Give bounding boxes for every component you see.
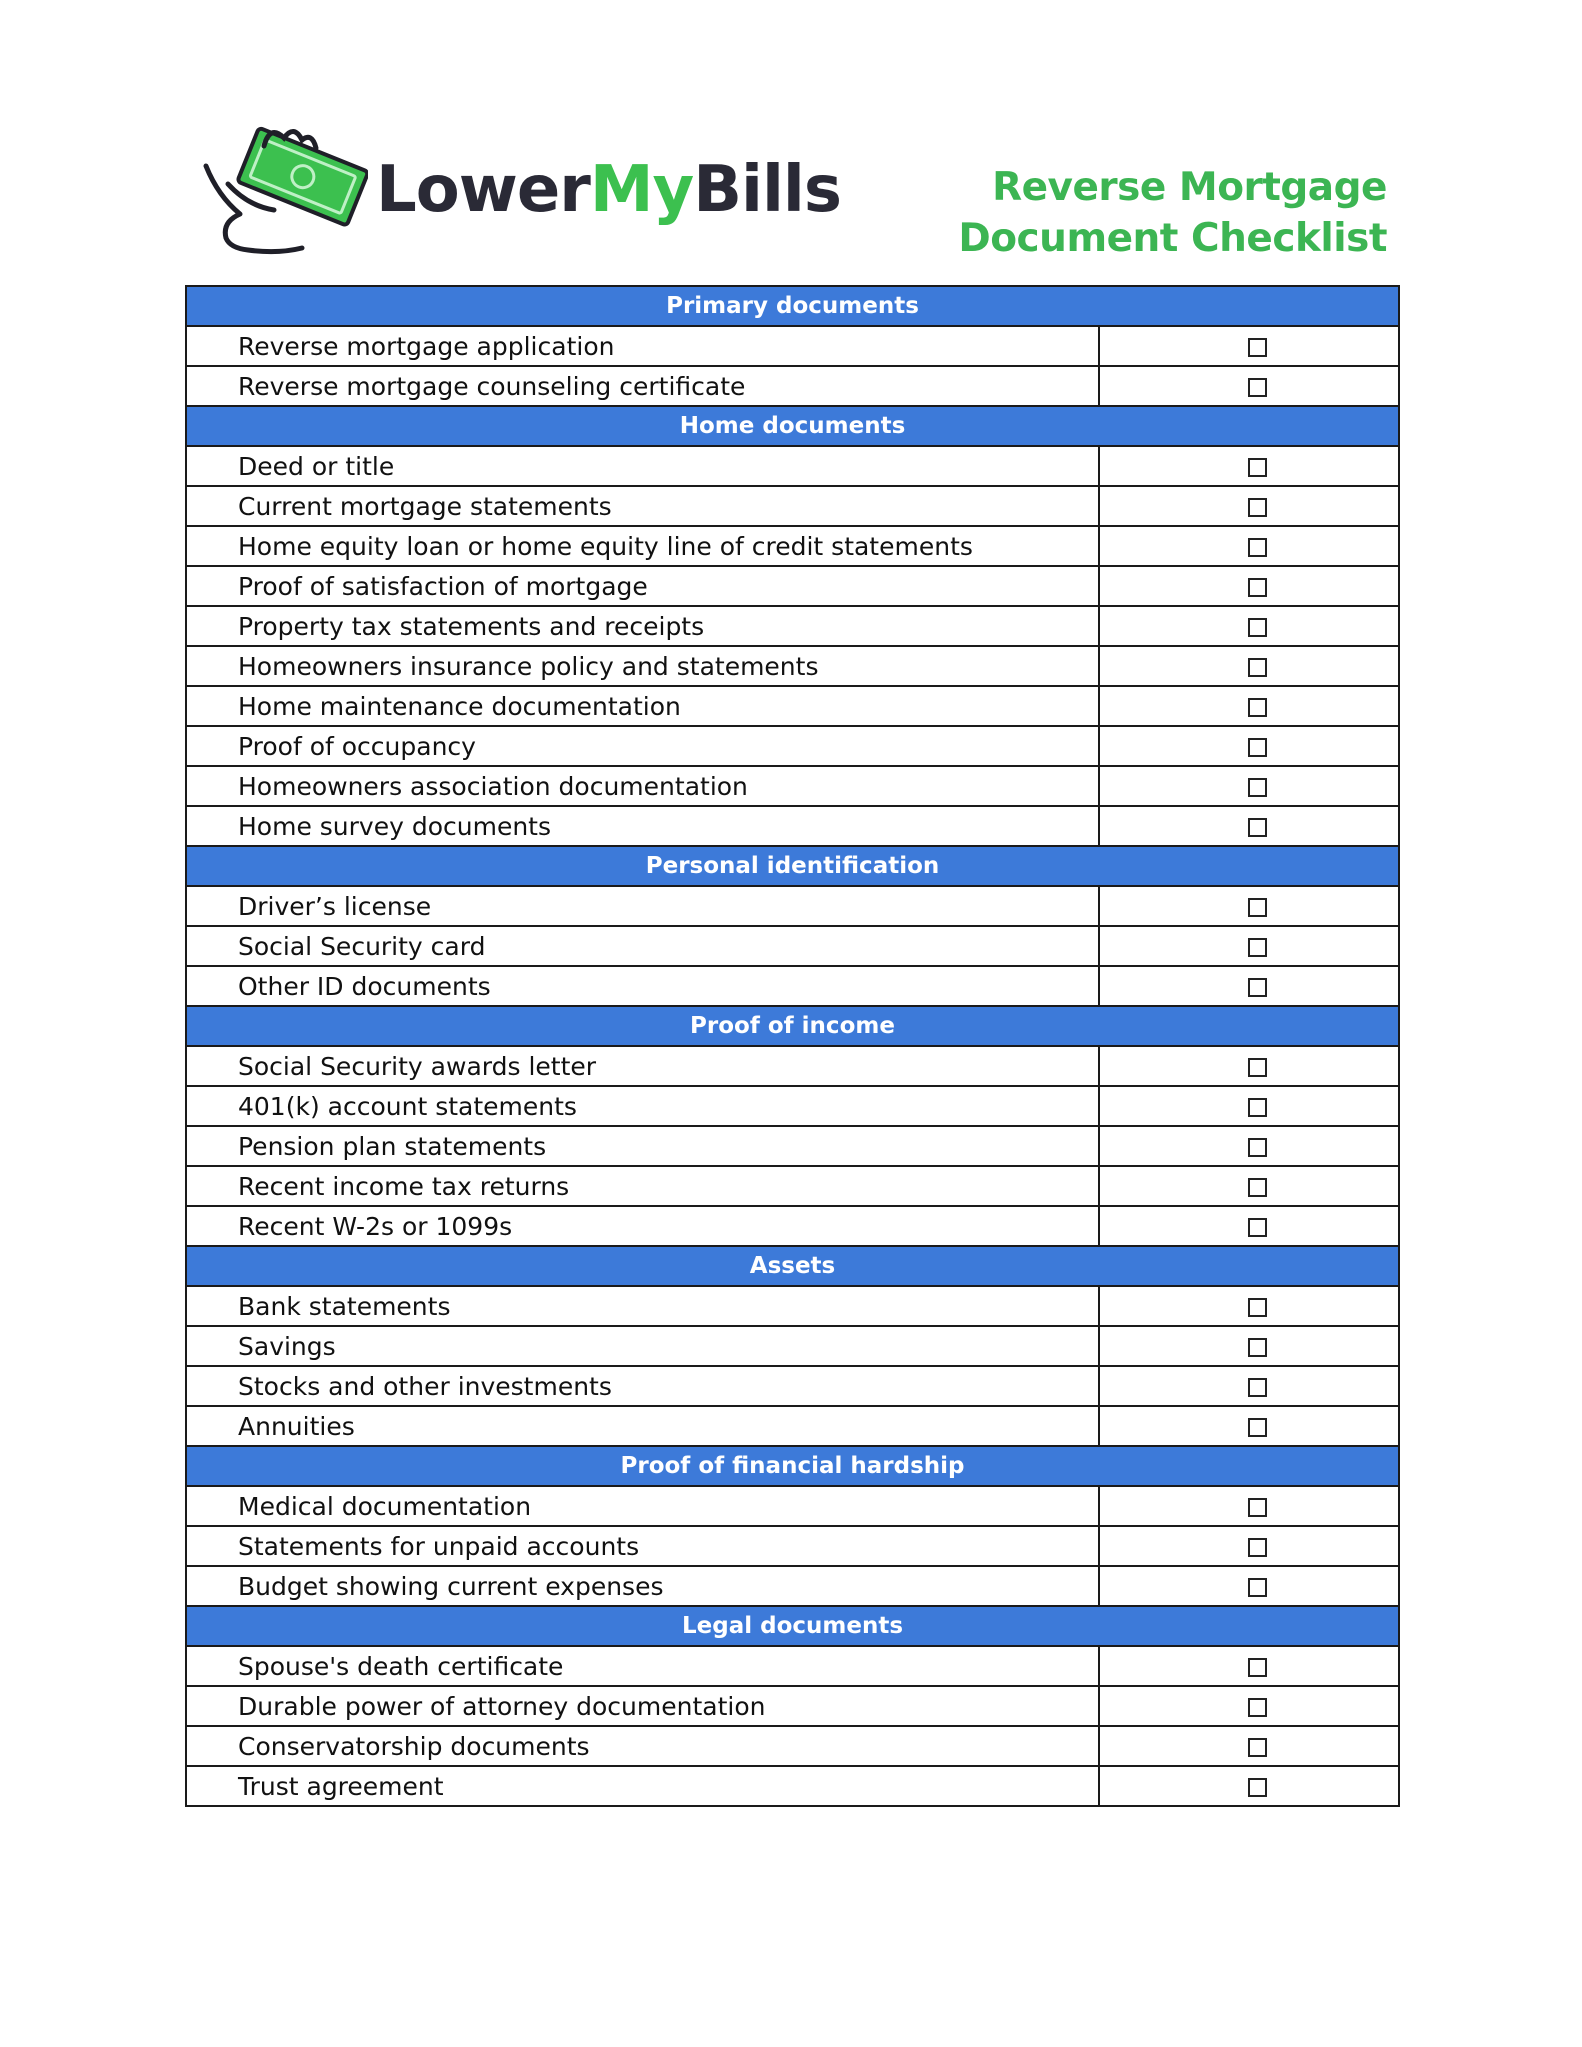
brand-wordmark-part: Bills (693, 153, 841, 227)
checkbox-cell (1099, 526, 1399, 566)
checklist-row (186, 1286, 1399, 1326)
checkbox-cell (1099, 486, 1399, 526)
checkbox-cell (1099, 1566, 1399, 1606)
checklist-row (186, 326, 1399, 366)
checklist-item-label: Medical documentation (186, 1486, 1099, 1526)
checkbox-cell (1099, 766, 1399, 806)
checklist-item-label: Home maintenance documentation (186, 686, 1099, 726)
checklist-row (186, 726, 1399, 766)
checklist-row (186, 1046, 1399, 1086)
checkbox[interactable] (1248, 1218, 1267, 1237)
checklist-row (186, 646, 1399, 686)
checklist-row (186, 1486, 1399, 1526)
section-title: Proof of financial hardship (186, 1446, 1399, 1486)
section-header-row (186, 846, 1399, 886)
checkbox-cell (1099, 646, 1399, 686)
checklist-item-label: Deed or title (186, 446, 1099, 486)
checklist-item-label: Durable power of attorney documentation (186, 1686, 1099, 1726)
checkbox[interactable] (1248, 698, 1267, 717)
checklist-row (186, 966, 1399, 1006)
checkbox[interactable] (1248, 1538, 1267, 1557)
checkbox-cell (1099, 1086, 1399, 1126)
checkbox[interactable] (1248, 1298, 1267, 1317)
checklist-table (185, 285, 1400, 1807)
checkbox-cell (1099, 566, 1399, 606)
checklist-item-label: Recent W-2s or 1099s (186, 1206, 1099, 1246)
checkbox[interactable] (1248, 738, 1267, 757)
checklist-row (186, 366, 1399, 406)
checkbox[interactable] (1248, 1378, 1267, 1397)
section-header-row (186, 1246, 1399, 1286)
checklist-row (186, 606, 1399, 646)
checklist-row (186, 1086, 1399, 1126)
checklist-item-label: Pension plan statements (186, 1126, 1099, 1166)
page-header (0, 0, 1582, 285)
checklist-item-label: Reverse mortgage application (186, 326, 1099, 366)
checklist-row (186, 686, 1399, 726)
checkbox[interactable] (1248, 1778, 1267, 1797)
section-title: Assets (186, 1246, 1399, 1286)
checklist-item-label: Proof of satisfaction of mortgage (186, 566, 1099, 606)
checkbox-cell (1099, 1686, 1399, 1726)
checkbox-cell (1099, 326, 1399, 366)
checklist-item-label: 401(k) account statements (186, 1086, 1099, 1126)
checkbox-cell (1099, 606, 1399, 646)
section-header-row (186, 406, 1399, 446)
checkbox[interactable] (1248, 458, 1267, 477)
checkbox-cell (1099, 686, 1399, 726)
checkbox-cell (1099, 1326, 1399, 1366)
checkbox[interactable] (1248, 1138, 1267, 1157)
brand-wordmark-part: My (589, 153, 694, 227)
checklist-item-label: Proof of occupancy (186, 726, 1099, 766)
checkbox[interactable] (1248, 1738, 1267, 1757)
checkbox[interactable] (1248, 1698, 1267, 1717)
checklist-row (186, 1766, 1399, 1806)
checklist-item-label: Driver’s license (186, 886, 1099, 926)
checkbox[interactable] (1248, 978, 1267, 997)
checklist-item-label: Statements for unpaid accounts (186, 1526, 1099, 1566)
checkbox-cell (1099, 1526, 1399, 1566)
checklist-row (186, 566, 1399, 606)
checklist-row (186, 1646, 1399, 1686)
checklist-item-label: Stocks and other investments (186, 1366, 1099, 1406)
checkbox-cell (1099, 446, 1399, 486)
section-header-row (186, 286, 1399, 326)
checkbox-cell (1099, 1046, 1399, 1086)
checkbox-cell (1099, 1406, 1399, 1446)
checkbox[interactable] (1248, 658, 1267, 677)
section-title: Personal identification (186, 846, 1399, 886)
checklist-item-label: Property tax statements and receipts (186, 606, 1099, 646)
document-title-line: Reverse Mortgage (992, 165, 1387, 210)
section-title: Home documents (186, 406, 1399, 446)
brand-wordmark (376, 153, 841, 227)
brand-logo (198, 122, 878, 257)
checklist-row (186, 806, 1399, 846)
checkbox[interactable] (1248, 618, 1267, 637)
checkbox[interactable] (1248, 378, 1267, 397)
checkbox[interactable] (1248, 818, 1267, 837)
checklist-row (186, 1166, 1399, 1206)
checkbox[interactable] (1248, 578, 1267, 597)
checkbox-cell (1099, 806, 1399, 846)
checkbox-cell (1099, 966, 1399, 1006)
section-title: Primary documents (186, 286, 1399, 326)
checklist-item-label: Current mortgage statements (186, 486, 1099, 526)
checkbox-cell (1099, 886, 1399, 926)
hand-money-icon (198, 122, 368, 257)
brand-wordmark-part: Lower (376, 153, 590, 227)
section-title: Legal documents (186, 1606, 1399, 1646)
checkbox-cell (1099, 726, 1399, 766)
document-title (958, 162, 1387, 264)
checkbox-cell (1099, 1126, 1399, 1166)
checkbox-cell (1099, 1486, 1399, 1526)
checklist-row (186, 486, 1399, 526)
section-title: Proof of income (186, 1006, 1399, 1046)
checkbox[interactable] (1248, 898, 1267, 917)
checkbox-cell (1099, 1166, 1399, 1206)
checkbox[interactable] (1248, 498, 1267, 517)
checklist-row (186, 1566, 1399, 1606)
checkbox[interactable] (1248, 1098, 1267, 1117)
checklist-row (186, 1526, 1399, 1566)
checkbox[interactable] (1248, 1338, 1267, 1357)
checklist-row (186, 446, 1399, 486)
checklist-row (186, 526, 1399, 566)
checkbox[interactable] (1248, 1498, 1267, 1517)
checklist-row (186, 1366, 1399, 1406)
checklist-item-label: Social Security awards letter (186, 1046, 1099, 1086)
checklist-item-label: Homeowners association documentation (186, 766, 1099, 806)
checkbox-cell (1099, 1646, 1399, 1686)
checklist-row (186, 1206, 1399, 1246)
checklist-body (186, 286, 1399, 1806)
checkbox-cell (1099, 926, 1399, 966)
checklist-item-label: Savings (186, 1326, 1099, 1366)
checklist-row (186, 1726, 1399, 1766)
checklist-item-label: Home survey documents (186, 806, 1099, 846)
checklist-item-label: Bank statements (186, 1286, 1099, 1326)
checklist-row (186, 1126, 1399, 1166)
checklist-item-label: Social Security card (186, 926, 1099, 966)
checkbox-cell (1099, 1206, 1399, 1246)
checkbox-cell (1099, 1286, 1399, 1326)
checkbox-cell (1099, 366, 1399, 406)
document-title-line: Document Checklist (958, 216, 1387, 261)
checklist-item-label: Budget showing current expenses (186, 1566, 1099, 1606)
checkbox[interactable] (1248, 1178, 1267, 1197)
checklist-item-label: Annuities (186, 1406, 1099, 1446)
checklist-row (186, 1686, 1399, 1726)
section-header-row (186, 1446, 1399, 1486)
checkbox[interactable] (1248, 1658, 1267, 1677)
checklist-row (186, 886, 1399, 926)
checklist-item-label: Recent income tax returns (186, 1166, 1099, 1206)
section-header-row (186, 1006, 1399, 1046)
checklist-item-label: Spouse's death certificate (186, 1646, 1099, 1686)
checkbox-cell (1099, 1766, 1399, 1806)
checklist-row (186, 1406, 1399, 1446)
checklist-item-label: Other ID documents (186, 966, 1099, 1006)
checklist-item-label: Trust agreement (186, 1766, 1099, 1806)
checklist-row (186, 1326, 1399, 1366)
checkbox[interactable] (1248, 1418, 1267, 1437)
checkbox[interactable] (1248, 1578, 1267, 1597)
checkbox[interactable] (1248, 338, 1267, 357)
checklist-item-label: Reverse mortgage counseling certificate (186, 366, 1099, 406)
checklist-item-label: Home equity loan or home equity line of credit statements (186, 526, 1099, 566)
checkbox-cell (1099, 1366, 1399, 1406)
section-header-row (186, 1606, 1399, 1646)
checkbox[interactable] (1248, 778, 1267, 797)
checklist-row (186, 926, 1399, 966)
checkbox[interactable] (1248, 1058, 1267, 1077)
checklist-row (186, 766, 1399, 806)
checklist-item-label: Homeowners insurance policy and statements (186, 646, 1099, 686)
checklist-item-label: Conservatorship documents (186, 1726, 1099, 1766)
checkbox[interactable] (1248, 938, 1267, 957)
checkbox[interactable] (1248, 538, 1267, 557)
checkbox-cell (1099, 1726, 1399, 1766)
